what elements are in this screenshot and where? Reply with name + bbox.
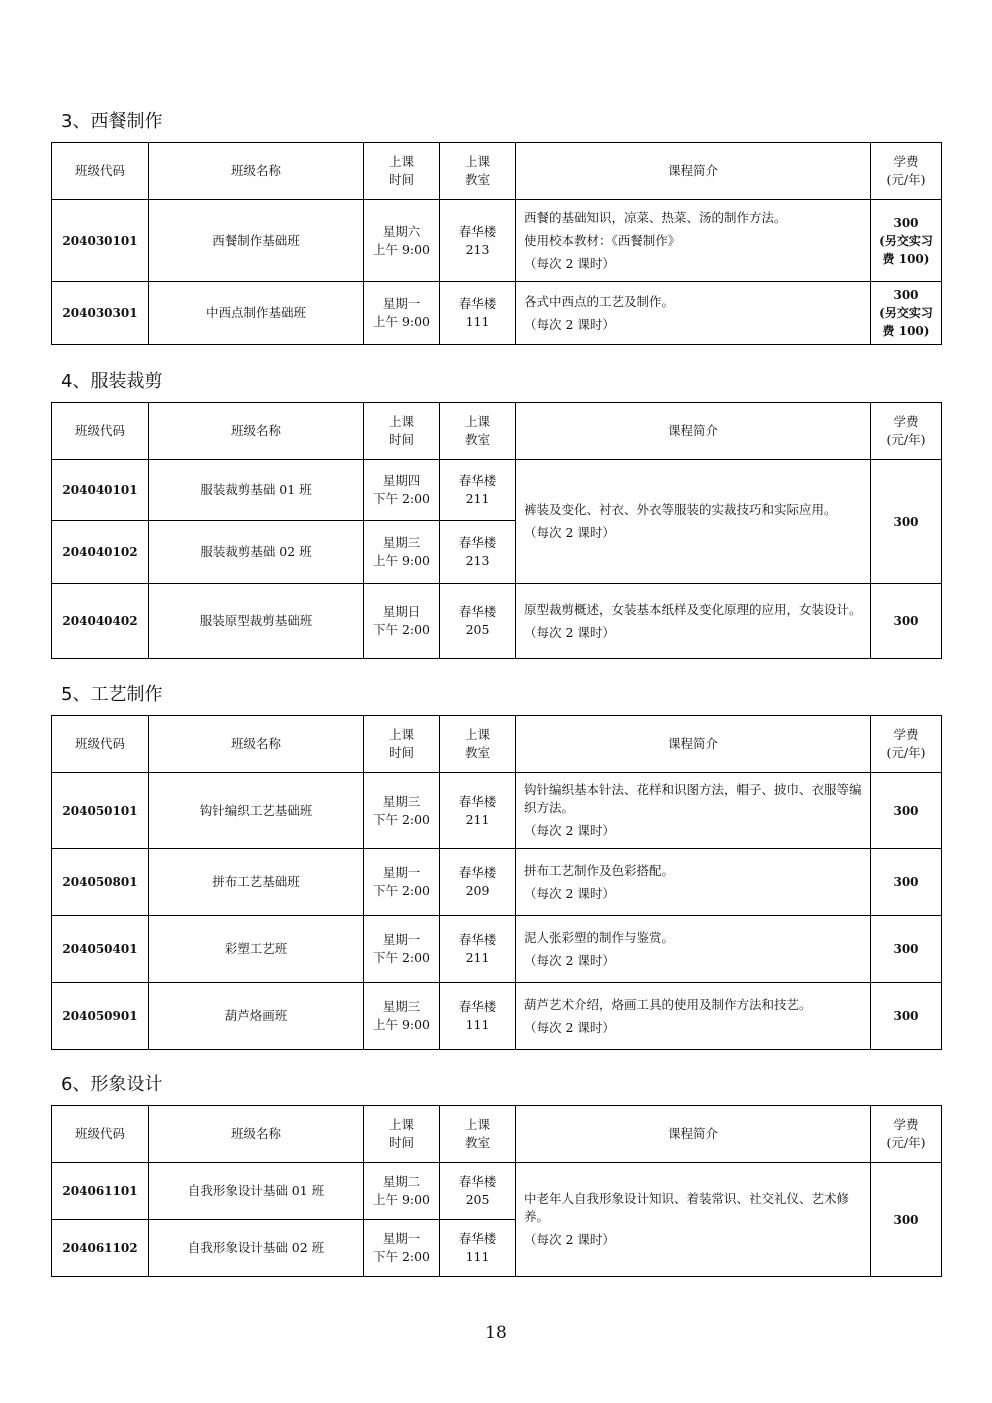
section-crafts [51, 683, 941, 1050]
section-title: 5、工艺制作 [61, 684, 163, 705]
header-intro: 课程简介 [516, 403, 871, 460]
table-row [52, 1163, 942, 1220]
class-time: 星期三 上午 9:00 [364, 521, 440, 584]
class-time: 星期三 上午 9:00 [364, 983, 440, 1050]
class-name: 服装原型裁剪基础班 [149, 584, 364, 659]
class-name: 拼布工艺基础班 [149, 849, 364, 916]
header-name: 班级名称 [149, 143, 364, 200]
class-name: 西餐制作基础班 [149, 200, 364, 282]
tuition-fee: 300 [871, 983, 942, 1050]
class-code: 204050801 [52, 849, 149, 916]
section-title: 4、服装裁剪 [61, 371, 163, 392]
course-table [51, 402, 942, 659]
table-row [52, 773, 942, 849]
class-room: 春华楼 111 [440, 983, 516, 1050]
course-intro: 钩针编织基本针法、花样和识图方法，帽子、披巾、衣服等编织方法。 （每次 2 课时） [516, 773, 871, 849]
class-code: 204030301 [52, 282, 149, 345]
header-name: 班级名称 [149, 1106, 364, 1163]
tuition-fee: 300 [871, 1163, 942, 1277]
course-intro: 西餐的基础知识，凉菜、热菜、汤的制作方法。 使用校本教材：《西餐制作》 （每次 2 课时） [516, 200, 871, 282]
table-header-row [52, 143, 942, 200]
class-code: 204061101 [52, 1163, 149, 1220]
header-code: 班级代码 [52, 716, 149, 773]
table-row [52, 460, 942, 521]
header-time: 上课 时间 [364, 403, 440, 460]
header-intro: 课程简介 [516, 716, 871, 773]
section-western-cooking [51, 110, 941, 345]
class-code: 204050901 [52, 983, 149, 1050]
class-time: 星期六 上午 9:00 [364, 200, 440, 282]
course-intro: 中老年人自我形象设计知识、着装常识、社交礼仪、艺术修养。 （每次 2 课时） [516, 1163, 871, 1277]
class-time: 星期二 上午 9:00 [364, 1163, 440, 1220]
table-row [52, 282, 942, 345]
header-room: 上课 教室 [440, 1106, 516, 1163]
header-code: 班级代码 [52, 1106, 149, 1163]
class-code: 204040101 [52, 460, 149, 521]
header-fee: 学费 (元/年) [871, 1106, 942, 1163]
class-room: 春华楼 205 [440, 584, 516, 659]
course-intro: 原型裁剪概述，女装基本纸样及变化原理的应用，女装设计。 （每次 2 课时） [516, 584, 871, 659]
header-time: 上课 时间 [364, 143, 440, 200]
tuition-fee: 300 [871, 849, 942, 916]
class-room: 春华楼 211 [440, 460, 516, 521]
section-tailoring [51, 370, 941, 659]
class-name: 葫芦烙画班 [149, 983, 364, 1050]
class-room: 春华楼 213 [440, 521, 516, 584]
class-name: 钩针编织工艺基础班 [149, 773, 364, 849]
class-room: 春华楼 211 [440, 916, 516, 983]
table-header-row [52, 1106, 942, 1163]
table-row [52, 983, 942, 1050]
class-code: 204040102 [52, 521, 149, 584]
course-table [51, 715, 942, 1050]
table-header-row [52, 403, 942, 460]
class-code: 204030101 [52, 200, 149, 282]
tuition-fee: 300 (另交实习 费 100) [871, 282, 942, 345]
class-time: 星期四 下午 2:00 [364, 460, 440, 521]
page-number: 18 [485, 1323, 507, 1343]
course-intro: 泥人张彩塑的制作与鉴赏。 （每次 2 课时） [516, 916, 871, 983]
class-name: 服装裁剪基础 02 班 [149, 521, 364, 584]
tuition-fee: 300 [871, 460, 942, 584]
course-table [51, 142, 942, 345]
table-row [52, 200, 942, 282]
tuition-fee: 300 [871, 916, 942, 983]
header-time: 上课 时间 [364, 1106, 440, 1163]
class-time: 星期一 下午 2:00 [364, 1220, 440, 1277]
class-time: 星期一 下午 2:00 [364, 916, 440, 983]
course-intro: 裤装及变化、衬衣、外衣等服装的实裁技巧和实际应用。 （每次 2 课时） [516, 460, 871, 584]
header-fee: 学费 (元/年) [871, 403, 942, 460]
header-name: 班级名称 [149, 716, 364, 773]
header-code: 班级代码 [52, 403, 149, 460]
course-table [51, 1105, 942, 1277]
class-code: 204050401 [52, 916, 149, 983]
tuition-fee: 300 [871, 584, 942, 659]
header-code: 班级代码 [52, 143, 149, 200]
class-time: 星期一 下午 2:00 [364, 849, 440, 916]
tuition-fee: 300 [871, 773, 942, 849]
section-title: 3、西餐制作 [61, 111, 163, 132]
class-room: 春华楼 209 [440, 849, 516, 916]
class-time: 星期一 上午 9:00 [364, 282, 440, 345]
class-room: 春华楼 213 [440, 200, 516, 282]
header-intro: 课程简介 [516, 143, 871, 200]
class-room: 春华楼 211 [440, 773, 516, 849]
course-intro: 拼布工艺制作及色彩搭配。 （每次 2 课时） [516, 849, 871, 916]
class-room: 春华楼 111 [440, 1220, 516, 1277]
header-room: 上课 教室 [440, 716, 516, 773]
class-name: 自我形象设计基础 02 班 [149, 1220, 364, 1277]
class-room: 春华楼 205 [440, 1163, 516, 1220]
tuition-fee: 300 (另交实习 费 100) [871, 200, 942, 282]
table-row [52, 916, 942, 983]
class-name: 彩塑工艺班 [149, 916, 364, 983]
class-time: 星期三 下午 2:00 [364, 773, 440, 849]
section-title: 6、形象设计 [61, 1074, 163, 1095]
class-room: 春华楼 111 [440, 282, 516, 345]
class-time: 星期日 下午 2:00 [364, 584, 440, 659]
header-room: 上课 教室 [440, 403, 516, 460]
table-row [52, 584, 942, 659]
class-code: 204040402 [52, 584, 149, 659]
class-name: 服装裁剪基础 01 班 [149, 460, 364, 521]
header-fee: 学费 (元/年) [871, 143, 942, 200]
header-name: 班级名称 [149, 403, 364, 460]
header-room: 上课 教室 [440, 143, 516, 200]
table-row [52, 849, 942, 916]
class-code: 204050101 [52, 773, 149, 849]
class-name: 自我形象设计基础 01 班 [149, 1163, 364, 1220]
table-header-row [52, 716, 942, 773]
course-intro: 葫芦艺术介绍，烙画工具的使用及制作方法和技艺。 （每次 2 课时） [516, 983, 871, 1050]
header-intro: 课程简介 [516, 1106, 871, 1163]
section-image-design [51, 1073, 941, 1277]
class-name: 中西点制作基础班 [149, 282, 364, 345]
class-code: 204061102 [52, 1220, 149, 1277]
header-fee: 学费 (元/年) [871, 716, 942, 773]
course-intro: 各式中西点的工艺及制作。 （每次 2 课时） [516, 282, 871, 345]
header-time: 上课 时间 [364, 716, 440, 773]
